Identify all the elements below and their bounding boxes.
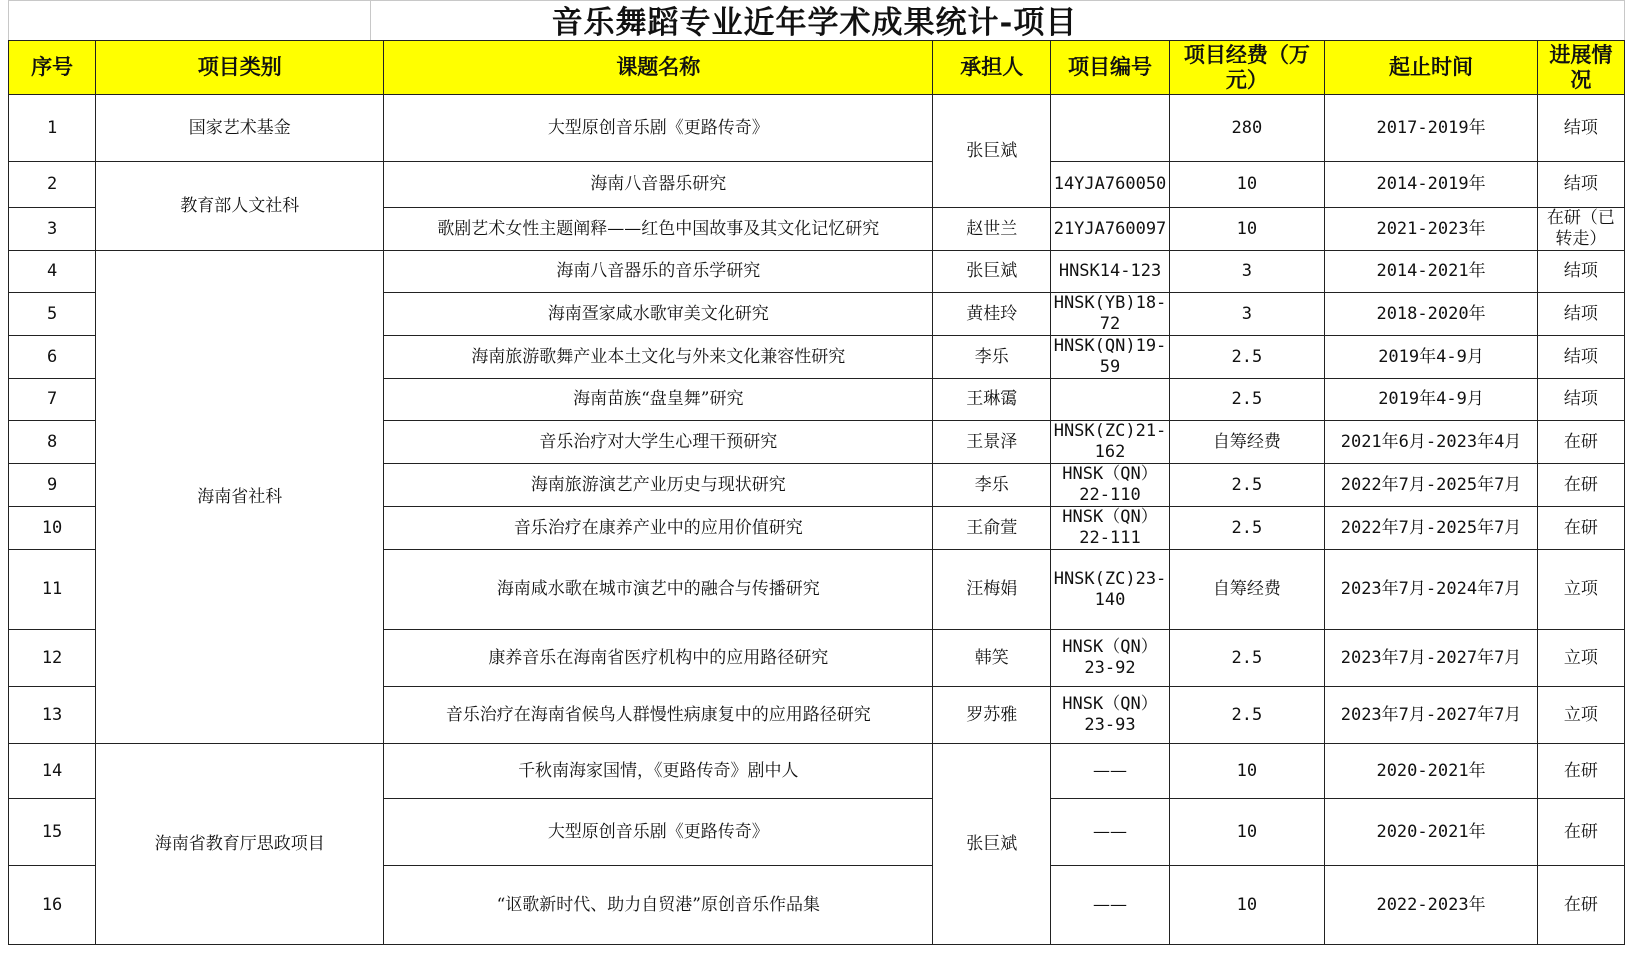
cell-funding: 2.5 <box>1169 379 1325 421</box>
cell-funding: 2.5 <box>1169 464 1325 507</box>
cell-funding: 10 <box>1169 208 1325 251</box>
cell-status: 结项 <box>1537 336 1624 379</box>
cell-person: 赵世兰 <box>933 208 1051 251</box>
cell-topic: 歌剧艺术女性主题阐释——红色中国故事及其文化记忆研究 <box>384 208 933 251</box>
cell-seq: 8 <box>9 421 96 464</box>
header-code: 项目编号 <box>1051 41 1169 95</box>
cell-seq: 16 <box>9 866 96 945</box>
cell-person: 王俞萱 <box>933 507 1051 550</box>
cell-person-merged: 张巨斌 <box>933 95 1051 208</box>
cell-seq: 2 <box>9 162 96 208</box>
cell-status: 立项 <box>1537 687 1624 744</box>
cell-seq: 5 <box>9 293 96 336</box>
cell-period: 2020-2021年 <box>1325 744 1538 799</box>
cell-code: HNSK（QN）22-110 <box>1051 464 1169 507</box>
cell-status: 在研 <box>1537 507 1624 550</box>
cell-topic: “讴歌新时代、助力自贸港”原创音乐作品集 <box>384 866 933 945</box>
cell-topic: 大型原创音乐剧《更路传奇》 <box>384 799 933 866</box>
cell-status: 立项 <box>1537 550 1624 630</box>
cell-funding: 10 <box>1169 866 1325 945</box>
cell-person: 王琳霭 <box>933 379 1051 421</box>
cell-seq: 10 <box>9 507 96 550</box>
header-person: 承担人 <box>933 41 1051 95</box>
cell-funding: 280 <box>1169 95 1325 162</box>
cell-status: 结项 <box>1537 293 1624 336</box>
cell-funding: 2.5 <box>1169 630 1325 687</box>
cell-period: 2022年7月-2025年7月 <box>1325 464 1538 507</box>
cell-funding: 自筹经费 <box>1169 550 1325 630</box>
cell-status: 结项 <box>1537 162 1624 208</box>
cell-topic: 海南八音器乐的音乐学研究 <box>384 251 933 293</box>
cell-topic: 海南旅游演艺产业历史与现状研究 <box>384 464 933 507</box>
cell-funding: 10 <box>1169 744 1325 799</box>
cell-status: 立项 <box>1537 630 1624 687</box>
cell-topic: 康养音乐在海南省医疗机构中的应用路径研究 <box>384 630 933 687</box>
cell-topic: 海南咸水歌在城市演艺中的融合与传播研究 <box>384 550 933 630</box>
cell-seq: 13 <box>9 687 96 744</box>
cell-category-merged: 教育部人文社科 <box>96 162 384 251</box>
cell-seq: 11 <box>9 550 96 630</box>
cell-period: 2019年4-9月 <box>1325 379 1538 421</box>
cell-seq: 6 <box>9 336 96 379</box>
cell-seq: 15 <box>9 799 96 866</box>
cell-seq: 7 <box>9 379 96 421</box>
cell-person: 李乐 <box>933 464 1051 507</box>
cell-person: 王景泽 <box>933 421 1051 464</box>
cell-funding: 3 <box>1169 251 1325 293</box>
cell-status: 结项 <box>1537 379 1624 421</box>
cell-funding: 3 <box>1169 293 1325 336</box>
cell-status: 在研 <box>1537 799 1624 866</box>
cell-code: HNSK（QN）23-93 <box>1051 687 1169 744</box>
cell-code <box>1051 95 1169 162</box>
cell-seq: 14 <box>9 744 96 799</box>
header-seq: 序号 <box>9 41 96 95</box>
cell-code: —— <box>1051 744 1169 799</box>
cell-topic: 音乐治疗对大学生心理干预研究 <box>384 421 933 464</box>
cell-person: 李乐 <box>933 336 1051 379</box>
header-funding: 项目经费（万元） <box>1169 41 1325 95</box>
cell-code: HNSK(YB)18-72 <box>1051 293 1169 336</box>
cell-period: 2020-2021年 <box>1325 799 1538 866</box>
header-category: 项目类别 <box>96 41 384 95</box>
cell-topic: 海南苗族“盘皇舞”研究 <box>384 379 933 421</box>
cell-status: 在研 <box>1537 744 1624 799</box>
table-row <box>9 95 1625 162</box>
cell-category-merged: 海南省社科 <box>96 251 384 744</box>
cell-code: 14YJA760050 <box>1051 162 1169 208</box>
cell-status: 在研（已转走） <box>1537 208 1624 251</box>
cell-code: HNSK(ZC)21-162 <box>1051 421 1169 464</box>
cell-period: 2022-2023年 <box>1325 866 1538 945</box>
header-period: 起止时间 <box>1325 41 1538 95</box>
cell-category: 国家艺术基金 <box>96 95 384 162</box>
header-topic: 课题名称 <box>384 41 933 95</box>
cell-period: 2017-2019年 <box>1325 95 1538 162</box>
cell-period: 2021年6月-2023年4月 <box>1325 421 1538 464</box>
cell-funding: 2.5 <box>1169 687 1325 744</box>
cell-seq: 3 <box>9 208 96 251</box>
cell-period: 2022年7月-2025年7月 <box>1325 507 1538 550</box>
cell-period: 2023年7月-2024年7月 <box>1325 550 1538 630</box>
cell-topic: 海南八音器乐研究 <box>384 162 933 208</box>
cell-code <box>1051 379 1169 421</box>
table-row <box>9 162 1625 208</box>
cell-funding: 2.5 <box>1169 336 1325 379</box>
cell-seq: 9 <box>9 464 96 507</box>
cell-period: 2019年4-9月 <box>1325 336 1538 379</box>
cell-person: 汪梅娟 <box>933 550 1051 630</box>
cell-seq: 12 <box>9 630 96 687</box>
cell-person-merged: 张巨斌 <box>933 744 1051 945</box>
sheet-title: 音乐舞蹈专业近年学术成果统计-项目 <box>551 5 1078 41</box>
cell-code: 21YJA760097 <box>1051 208 1169 251</box>
cell-funding: 10 <box>1169 799 1325 866</box>
cell-person: 张巨斌 <box>933 251 1051 293</box>
cell-status: 结项 <box>1537 95 1624 162</box>
cell-funding: 10 <box>1169 162 1325 208</box>
cell-period: 2023年7月-2027年7月 <box>1325 687 1538 744</box>
cell-topic: 海南旅游歌舞产业本土文化与外来文化兼容性研究 <box>384 336 933 379</box>
cell-code: HNSK（QN）22-111 <box>1051 507 1169 550</box>
cell-person: 韩笑 <box>933 630 1051 687</box>
cell-code: —— <box>1051 866 1169 945</box>
cell-seq: 4 <box>9 251 96 293</box>
projects-table <box>8 40 1625 945</box>
cell-status: 在研 <box>1537 464 1624 507</box>
cell-code: HNSK14-123 <box>1051 251 1169 293</box>
cell-person: 罗苏雅 <box>933 687 1051 744</box>
cell-code: —— <box>1051 799 1169 866</box>
cell-period: 2021-2023年 <box>1325 208 1538 251</box>
cell-status: 结项 <box>1537 251 1624 293</box>
cell-period: 2018-2020年 <box>1325 293 1538 336</box>
cell-funding: 2.5 <box>1169 507 1325 550</box>
cell-topic: 大型原创音乐剧《更路传奇》 <box>384 95 933 162</box>
cell-period: 2014-2019年 <box>1325 162 1538 208</box>
cell-category-merged: 海南省教育厅思政项目 <box>96 744 384 945</box>
header-status: 进展情况 <box>1537 41 1624 95</box>
cell-person: 黄桂玲 <box>933 293 1051 336</box>
cell-status: 在研 <box>1537 421 1624 464</box>
cell-code: HNSK(QN)19-59 <box>1051 336 1169 379</box>
cell-funding: 自筹经费 <box>1169 421 1325 464</box>
cell-period: 2014-2021年 <box>1325 251 1538 293</box>
cell-seq: 1 <box>9 95 96 162</box>
cell-topic: 千秋南海家国情，《更路传奇》剧中人 <box>384 744 933 799</box>
cell-topic: 音乐治疗在海南省候鸟人群慢性病康复中的应用路径研究 <box>384 687 933 744</box>
header-row <box>9 41 1625 95</box>
table-row <box>9 251 1625 293</box>
cell-code: HNSK(ZC)23-140 <box>1051 550 1169 630</box>
cell-topic: 音乐治疗在康养产业中的应用价值研究 <box>384 507 933 550</box>
cell-status: 在研 <box>1537 866 1624 945</box>
cell-topic: 海南疍家咸水歌审美文化研究 <box>384 293 933 336</box>
cell-period: 2023年7月-2027年7月 <box>1325 630 1538 687</box>
cell-code: HNSK（QN）23-92 <box>1051 630 1169 687</box>
table-row <box>9 744 1625 799</box>
